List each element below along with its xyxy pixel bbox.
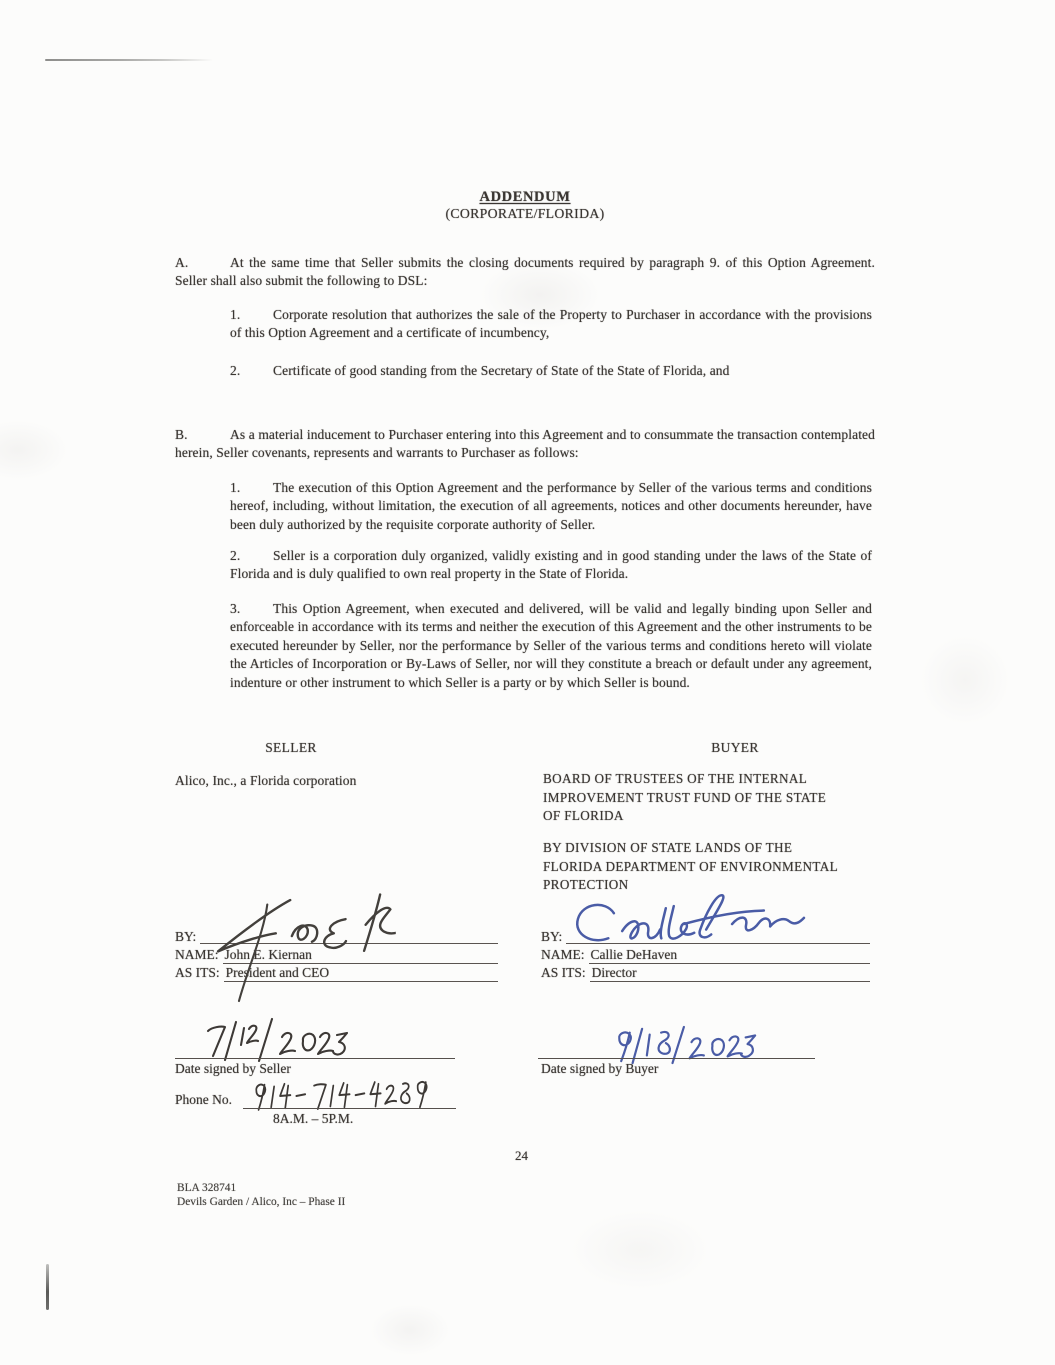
page-number: 24 (515, 1148, 528, 1163)
buyer-name-label: NAME: (541, 947, 585, 962)
list-item-b1-number: 1. (230, 480, 241, 495)
buyer-date-handwriting (606, 1024, 758, 1066)
list-item-b1 (230, 479, 872, 534)
buyer-organization (543, 770, 888, 826)
buyer-by-label: BY: (541, 929, 563, 944)
paragraph-b-label: B. (175, 427, 188, 442)
scan-artifact-tick (46, 1264, 49, 1310)
seller-date-handwriting (200, 1016, 350, 1062)
seller-date-caption: Date signed by Seller (175, 1061, 291, 1076)
buyer-date-line (538, 1058, 815, 1059)
list-item-b1-text: The execution of this Option Agreement and the performance by Seller of the various terms and conditions hereof, including, without limitation, the execution of all agreements, notices and other documents hereunder, have been duly authorized by the requisite corporate authority of Seller. (230, 480, 872, 532)
list-item-a1 (230, 306, 872, 343)
buyer-title-row (541, 966, 870, 982)
seller-by-label: BY: (175, 929, 197, 944)
list-item-b2 (230, 547, 872, 584)
list-item-b3 (230, 600, 872, 692)
buyer-as-its-value: Director (590, 966, 870, 982)
list-item-b2-text: Seller is a corporation duly organized, validly existing and in good standing under the laws of the State of Florida and is duly qualified to own real property in the State of Florida. (230, 548, 872, 582)
buyer-division-line: FLORIDA DEPARTMENT OF ENVIRONMENTAL (543, 858, 839, 874)
seller-organization: Alico, Inc., a Florida corporation (175, 773, 357, 788)
list-item-a1-text: Corporate resolution that authorizes the sale of the Property to Purchaser in accordance with the provisions of this Option Agreement and a certificate of incumbency, (230, 307, 872, 341)
seller-name-value: John E. Kiernan (223, 948, 499, 964)
page-title: ADDENDUM (479, 189, 571, 205)
page-subtitle: (CORPORATE/FLORIDA) (445, 206, 605, 221)
buyer-division-line: BY DIVISION OF STATE LANDS OF THE (543, 840, 793, 855)
buyer-division (543, 839, 888, 895)
paragraph-a (175, 254, 875, 291)
buyer-org-line: IMPROVEMENT TRUST FUND OF THE STATE (543, 789, 827, 805)
buyer-date-caption: Date signed by Buyer (541, 1061, 659, 1076)
list-item-a2 (230, 362, 872, 380)
paragraph-a-label: A. (175, 255, 189, 270)
seller-as-its-value: President and CEO (224, 966, 498, 982)
seller-date-line (175, 1058, 455, 1059)
seller-signature-ink (195, 884, 397, 1005)
paragraph-b (175, 426, 875, 463)
phone-line (243, 1108, 456, 1109)
list-item-a1-number: 1. (230, 307, 241, 322)
buyer-as-its-label: AS ITS: (541, 965, 586, 980)
title-block (175, 189, 875, 222)
list-item-b3-number: 3. (230, 601, 241, 616)
footer-project: Devils Garden / Alico, Inc – Phase II (177, 1196, 346, 1208)
phone-hours: 8A.M. – 5P.M. (273, 1111, 354, 1126)
buyer-name-value: Callie DeHaven (589, 948, 871, 964)
seller-name-label: NAME: (175, 947, 219, 962)
footer-block (177, 1181, 345, 1209)
buyer-org-line: BOARD OF TRUSTEES OF THE INTERNAL (543, 771, 808, 786)
list-item-b3-text: This Option Agreement, when executed and delivered, will be valid and legally binding upon Seller and enforceable in accordance with its terms and neither the execution of this Agreement and the other instruments to be executed hereunder by Seller, nor the performance by Seller of the various terms and conditions hereto will violate the Articles of Incorporation or By-Laws of Seller, nor will they constitute a breach or default under any agreement, indenture or other instrument to which Seller is a party or by which Seller is bound. (230, 601, 872, 690)
paragraph-b-text: As a material inducement to Purchaser entering into this Agreement and to consummate the transaction contemplated herein, Seller covenants, represents and warrants to Purchaser as follows: (175, 427, 875, 461)
buyer-name-row (541, 948, 870, 964)
phone-label: Phone No. (175, 1092, 232, 1107)
buyer-org-line: OF FLORIDA (543, 808, 624, 824)
buyer-signature-ink (556, 892, 807, 948)
footer-reference: BLA 328741 (177, 1182, 237, 1194)
phone-handwriting (246, 1077, 431, 1115)
paragraph-a-text: At the same time that Seller submits the closing documents required by paragraph 9. of this Option Agreement. Seller shall also submit the following to DSL: (175, 255, 875, 289)
seller-heading: SELLER (265, 740, 317, 755)
buyer-division-line: PROTECTION (543, 877, 629, 893)
list-item-a2-number: 2. (230, 363, 241, 378)
buyer-heading: BUYER (711, 740, 759, 755)
seller-as-its-label: AS ITS: (175, 965, 220, 980)
list-item-b2-number: 2. (230, 548, 241, 563)
list-item-a2-text: Certificate of good standing from the Secretary of State of the State of Florida, and (273, 363, 730, 378)
scan-artifact-line (45, 59, 213, 61)
